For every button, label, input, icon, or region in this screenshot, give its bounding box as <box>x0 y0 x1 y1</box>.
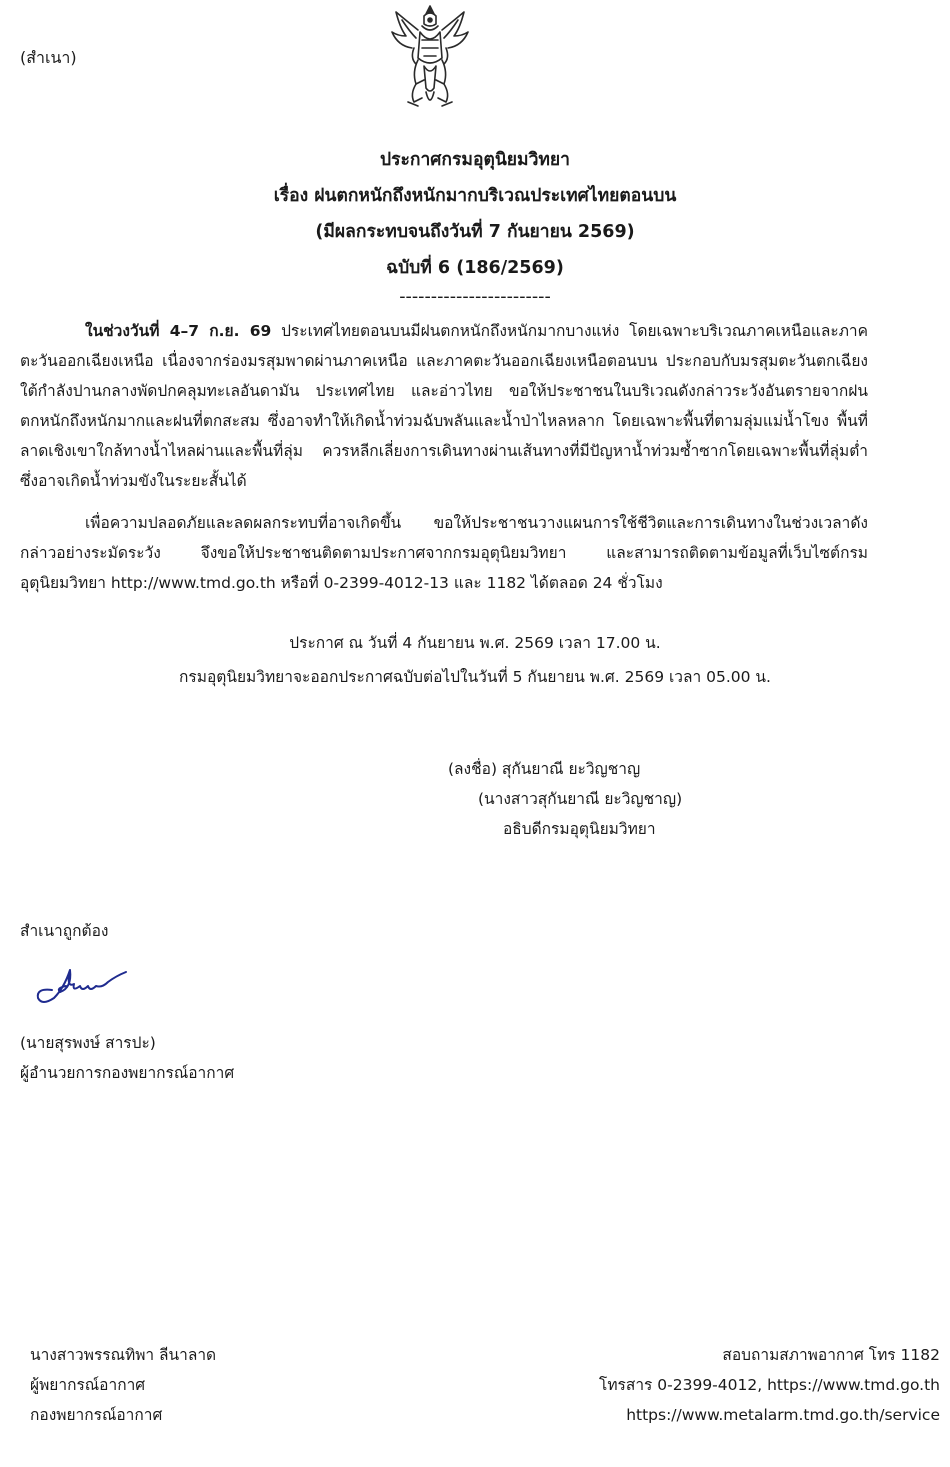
footer-contact <box>599 1340 940 1430</box>
para1-text: ประเทศไทยตอนบนมีฝนตกหนักถึงหนักมากบางแห่ง โดยเฉพาะบริเวณภาคเหนือและภาคตะวันออกเฉียงเหนือ เนื่องจากร่องมรสุมพาดผ่านภาคเหนือ และภาคตะวันออกเฉียงเหนือตอนบน ประกอบกับมรสุมตะวันตกเฉียงใต้กำลังปานกลางพัดปกคลุมทะเลอันดามัน ประเทศไทย และอ่าวไทย ขอให้ประชาชนในบริเวณดังกล่าวระวังอันตรายจากฝนตกหนักถึงหนักมากและฝนที่ตกสะสม ซึ่งอาจทำให้เกิดน้ำท่วมฉับพลันและน้ำป่าไหลหลาก โดยเฉพาะพื้นที่ตามลุ่มแม่น้ำโขง พื้นที่ลาดเชิงเขาใกล้ทางน้ำไหลผ่านและพื้นที่ลุ่ม ควรหลีกเลี่ยงการเดินทางผ่านเส้นทางที่มีปัญหาน้ำท่วมซ้ำซากโดยเฉพาะพื้นที่ลุ่มต่ำ ซึ่งอาจเกิดน้ำท่วมขังในระยะสั้นได้ <box>20 322 868 490</box>
body-paragraph-1 <box>20 316 868 496</box>
certified-copy-label: สำเนาถูกต้อง <box>20 922 109 940</box>
para2-text: เพื่อความปลอดภัยและลดผลกระทบที่อาจเกิดขึ้น ขอให้ประชาชนวางแผนการใช้ชีวิตและการเดินทางในช่วงเวลาดังกล่าวอย่างระมัดระวัง จึงขอให้ประชาชนติดตามประกาศจากกรมอุตุนิยมวิทยา และสามารถติดตามข้อมูลที่เว็บไซต์กรมอุตุนิยมวิทยา http://www.tmd.go.th หรือที่ 0-2399-4012-13 และ 1182 ได้ตลอด 24 ชั่วโมง <box>20 514 868 592</box>
certifier-position: ผู้อำนวยการกองพยากรณ์อากาศ <box>20 1064 235 1082</box>
footer-forecaster-name: นางสาวพรรณทิพา ลีนาลาด <box>30 1346 217 1364</box>
footer-fax-website: โทรสาร 0-2399-4012, https://www.tmd.go.th <box>599 1376 940 1394</box>
signatory-signed: (ลงชื่อ) สุกันยาณี ยะวิญชาญ <box>448 760 641 778</box>
footer-forecaster-role: ผู้พยากรณ์อากาศ <box>30 1376 146 1394</box>
certifier-block <box>20 1028 234 1088</box>
footer-service-url: https://www.metalarm.tmd.go.th/service <box>626 1406 940 1424</box>
title-department: ประกาศกรมอุตุนิยมวิทยา <box>379 150 571 170</box>
next-issue: กรมอุตุนิยมวิทยาจะออกประกาศฉบับต่อไปในวันที่ 5 กันยายน พ.ศ. 2569 เวลา 05.00 น. <box>179 668 771 686</box>
signatory-block <box>448 754 682 844</box>
para1-lead: ในช่วงวันที่ 4–7 ก.ย. 69 <box>85 322 272 340</box>
footer-phone: สอบถามสภาพอากาศ โทร 1182 <box>722 1346 940 1364</box>
copy-mark: (สำเนา) <box>20 48 77 67</box>
issue-date: ประกาศ ณ วันที่ 4 กันยายน พ.ศ. 2569 เวลา 17.00 น. <box>289 634 661 652</box>
certifier-name: (นายสุรพงษ์ สารปะ) <box>20 1034 156 1052</box>
footer-forecaster <box>30 1340 216 1430</box>
body-paragraph-2 <box>20 508 868 598</box>
title-effect-period: (มีผลกระทบจนถึงวันที่ 7 กันยายน 2569) <box>315 222 635 242</box>
title-subject: เรื่อง ฝนตกหนักถึงหนักมากบริเวณประเทศไทยตอนบน <box>273 186 677 206</box>
garuda-emblem-icon <box>388 2 472 114</box>
signatory-full-name: (นางสาวสุกันยาณี ยะวิญชาญ) <box>478 790 683 808</box>
issue-info <box>0 626 950 694</box>
title-issue-number: ฉบับที่ 6 (186/2569) <box>386 258 564 278</box>
title-separator: ------------------------ <box>399 287 551 307</box>
signatory-position: อธิบดีกรมอุตุนิยมวิทยา <box>503 820 656 838</box>
footer-forecaster-division: กองพยากรณ์อากาศ <box>30 1406 163 1424</box>
announcement-title <box>0 142 950 312</box>
handwritten-signature <box>30 958 130 1018</box>
